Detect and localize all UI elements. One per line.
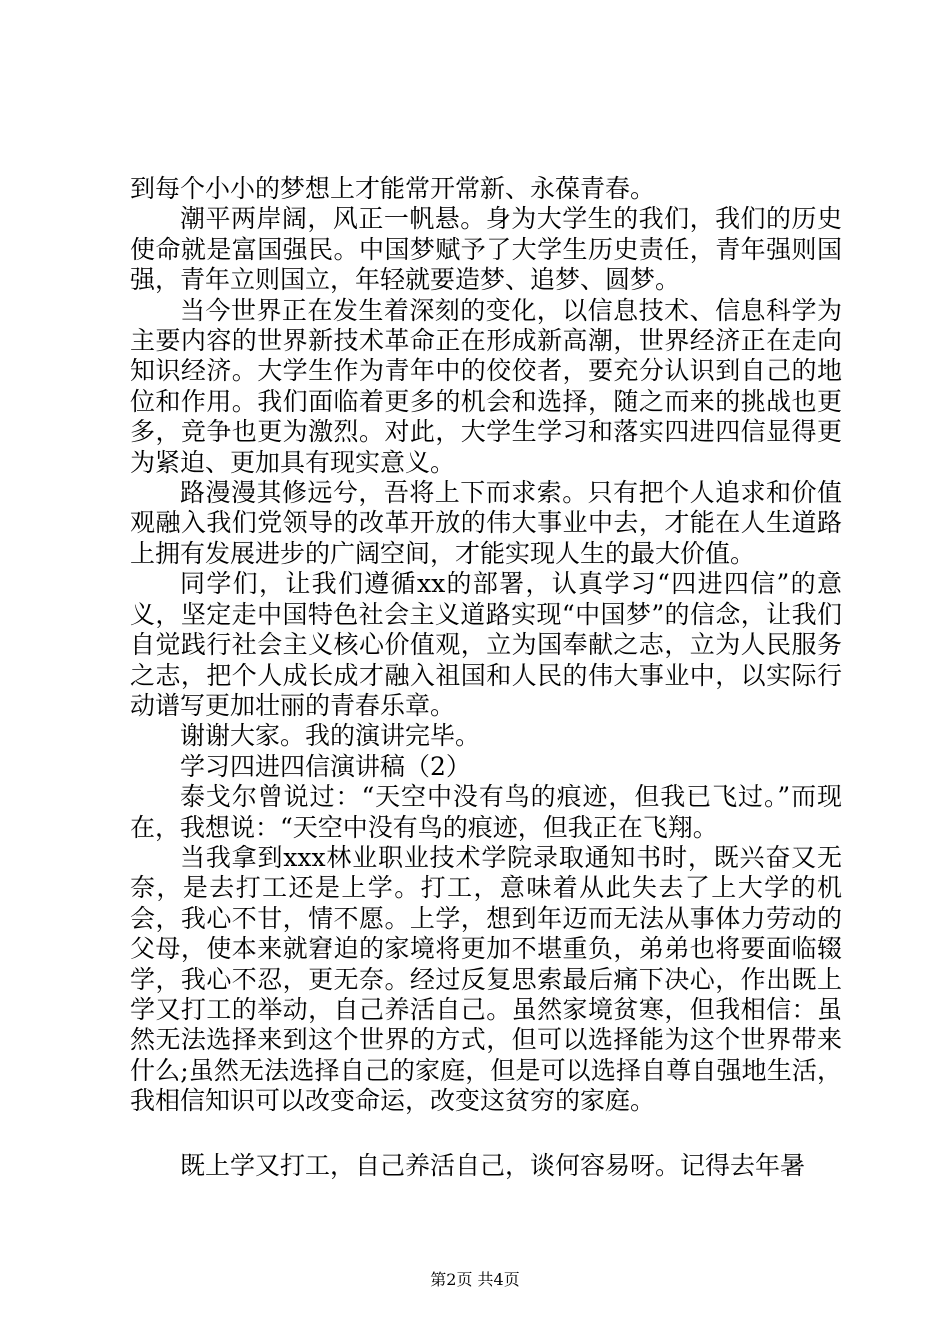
paragraph: 泰戈尔曾说过：“天空中没有鸟的痕迹，但我已飞过。”而现在，我想说：“天空中没有鸟的痕迹，但我正在飞翔。 <box>130 782 842 842</box>
section-heading: 学习四进四信演讲稿（2） <box>180 751 471 781</box>
closing-line: 谢谢大家。我的演讲完毕。 <box>180 721 481 751</box>
paragraph: 同学们，让我们遵循xx的部署，认真学习“四进四信”的意义，坚定走中国特色社会主义道路实现“中国梦”的信念，让我们自觉践行社会主义核心价值观，立为国奉献之志，立为人民服务之志，把个人成长成才融入祖国和人民的伟大事业中，以实际行动谱写更加壮丽的青春乐章。 <box>130 569 842 720</box>
paragraph: 当我拿到xxx林业职业技术学院录取通知书时，既兴奋又无奈，是去打工还是上学。打工，意味着从此失去了上大学的机会，我心不甘，情不愿。上学，想到年迈而无法从事体力劳动的父母，使本来就窘迫的家境将更加不堪重负，弟弟也将要面临辍学，我心不忍，更无奈。经过反复思索最后痛下决心，作出既上学又打工的举动，自己养活自己。虽然家境贫寒，但我相信：虽然无法选择来到这个世界的方式，但可以选择能为这个世界带来什么;虽然无法选择自己的家庭，但是可以选择自尊自强地生活，我相信知识可以改变命运，改变这贫穷的家庭。 <box>130 842 842 1116</box>
page-footer <box>0 1270 950 1290</box>
paragraph-continuation: 到每个小小的梦想上才能常开常新、永葆青春。 <box>130 174 656 203</box>
document-body <box>130 174 842 1181</box>
paragraph: 潮平两岸阔，风正一帆悬。身为大学生的我们，我们的历史使命就是富国强民。中国梦赋予了大学生历史责任，青年强则国强，青年立则国立，年轻就要造梦、追梦、圆梦。 <box>130 204 842 295</box>
paragraph: 当今世界正在发生着深刻的变化，以信息技术、信息科学为主要内容的世界新技术革命正在形成新高潮，世界经济正在走向知识经济。大学生作为青年中的佼佼者，要充分认识到自己的地位和作用。我们面临着更多的机会和选择，随之而来的挑战也更多，竞争也更为激烈。对此，大学生学习和落实四进四信显得更为紧迫、更加具有现实意义。 <box>130 295 842 477</box>
paragraph: 路漫漫其修远兮，吾将上下而求索。只有把个人追求和价值观融入我们党领导的改革开放的伟大事业中去，才能在人生道路上拥有发展进步的广阔空间，才能实现人生的最大价值。 <box>130 478 842 568</box>
page-number: 第2页 共4页 <box>430 1270 520 1289</box>
paragraph: 既上学又打工，自己养活自己，谈何容易呀。记得去年暑 <box>180 1150 806 1180</box>
